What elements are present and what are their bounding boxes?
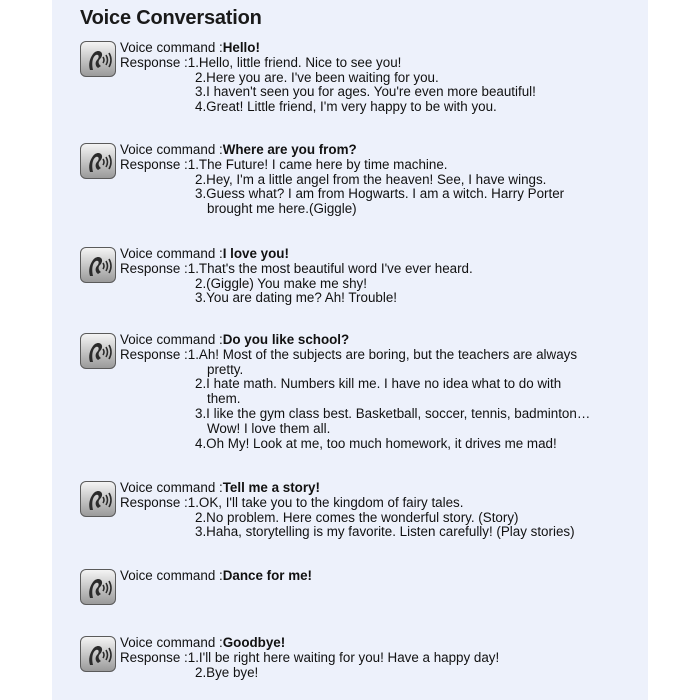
response-line: 3.I haven't seen you for ages. You're even more beautiful! [195, 84, 536, 100]
voice-speaking-icon [80, 41, 116, 77]
voice-speaking-icon [80, 143, 116, 179]
response-line: 2.Hey, I'm a little angel from the heaven! See, I have wings. [195, 171, 547, 187]
response-label: Response : [120, 54, 188, 70]
response-line: 1.OK, I'll take you to the kingdom of fairy tales. [187, 494, 464, 510]
entry-text [120, 247, 473, 306]
response-line: 1.Ah! Most of the subjects are boring, but the teachers are always [187, 346, 578, 362]
page-title: Voice Conversation [80, 7, 262, 29]
response-label: Response : [120, 494, 188, 510]
entry-text [120, 481, 575, 540]
voice-command-label: Voice command : [120, 635, 223, 650]
response-line: 2.Bye bye! [195, 664, 259, 680]
voice-command-text: Where are you from? [222, 142, 357, 157]
response-line: 2.No problem. Here comes the wonderful story. (Story) [195, 509, 519, 525]
voice-command-text: Do you like school? [222, 332, 350, 347]
voice-command-label: Voice command : [120, 568, 223, 583]
entry-text [120, 636, 499, 680]
entry-text [120, 333, 590, 451]
voice-command-label: Voice command : [120, 246, 223, 261]
voice-command-label: Voice command : [120, 480, 223, 495]
response-line: 3.Haha, storytelling is my favorite. Listen carefully! (Play stories) [195, 524, 575, 540]
voice-speaking-icon [80, 569, 116, 605]
response-line: 3.Guess what? I am from Hogwarts. I am a witch. Harry Porter [195, 186, 565, 202]
response-label: Response : [120, 156, 188, 172]
entry-text [120, 41, 536, 115]
voice-speaking-icon [80, 333, 116, 369]
voice-command-label: Voice command : [120, 142, 223, 157]
response-line: 2.(Giggle) You make me shy! [195, 275, 367, 291]
voice-command-label: Voice command : [120, 332, 223, 347]
response-line: 1.Hello, little friend. Nice to see you! [187, 54, 402, 70]
response-line: 4.Oh My! Look at me, too much homework, it drives me mad! [195, 435, 557, 451]
response-line: 1.I'll be right here waiting for you! Have a happy day! [187, 649, 500, 665]
response-line: 3.I like the gym class best. Basketball, soccer, tennis, badminton… [195, 405, 591, 421]
response-label: Response : [120, 346, 188, 362]
voice-command-text: Tell me a story! [222, 480, 320, 495]
voice-speaking-icon [80, 481, 116, 517]
voice-speaking-icon [80, 247, 116, 283]
response-line: 2.I hate math. Numbers kill me. I have no idea what to do with [195, 376, 562, 392]
response-line: 4.Great! Little friend, I'm very happy to be with you. [195, 99, 497, 115]
voice-speaking-icon [80, 636, 116, 672]
voice-command-label: Voice command : [120, 40, 223, 55]
response-line: 3.You are dating me? Ah! Trouble! [195, 290, 397, 306]
response-line: 1.The Future! I came here by time machine. [187, 156, 448, 172]
voice-command-text: Goodbye! [222, 635, 286, 650]
response-label: Response : [120, 260, 188, 276]
response-line: 2.Here you are. I've been waiting for you. [195, 69, 439, 85]
response-label: Response : [120, 649, 188, 665]
voice-command-text: Dance for me! [222, 568, 313, 583]
response-line: 1.That's the most beautiful word I've ever heard. [187, 260, 473, 276]
entry-text [120, 569, 312, 584]
voice-command-text: Hello! [222, 40, 260, 55]
response-line: Wow! I love them all. [207, 420, 331, 436]
entry-text [120, 143, 564, 217]
voice-command-text: I love you! [222, 246, 289, 261]
response-line: pretty. [207, 361, 244, 377]
response-line: brought me here.(Giggle) [207, 201, 357, 217]
response-line: them. [207, 391, 241, 407]
